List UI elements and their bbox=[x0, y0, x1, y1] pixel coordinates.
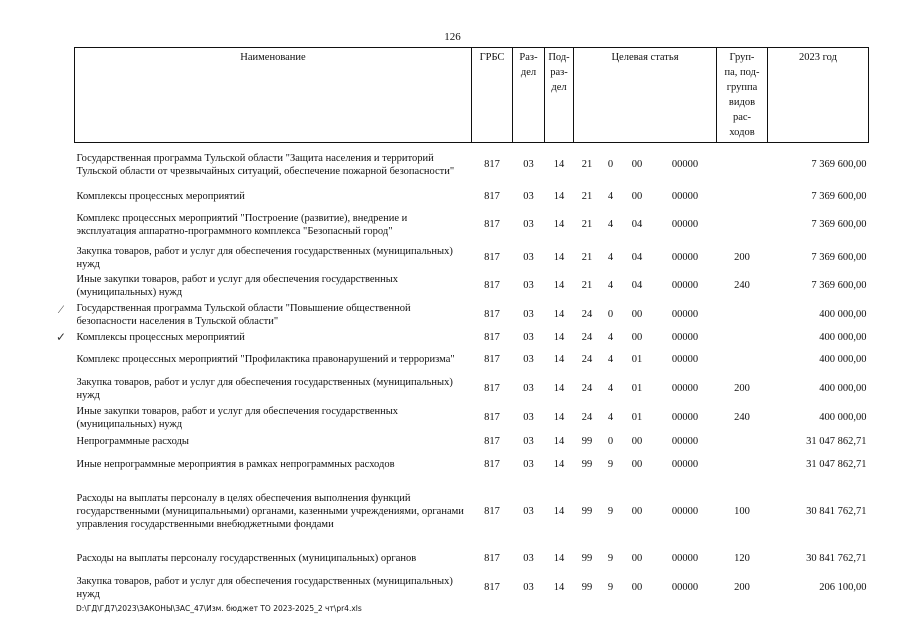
cell-podrazdel: 14 bbox=[553, 553, 565, 564]
cell-amount: 7 369 600,00 bbox=[811, 252, 867, 263]
cell-razdel: 03 bbox=[523, 252, 534, 263]
cell-expense-group: 120 bbox=[734, 553, 750, 564]
cell-grbs: 817 bbox=[484, 219, 500, 230]
cell-amount: 31 047 862,71 bbox=[806, 435, 867, 447]
cell-expense-group: 240 bbox=[734, 280, 750, 291]
cell-name: Закупка товаров, работ и услуг для обеспечения государственных (муниципальных) нужд bbox=[76, 245, 453, 270]
cell-razdel: 03 bbox=[523, 459, 534, 470]
cell-target-type: 4 bbox=[607, 332, 614, 343]
cell-amount: 400 000,00 bbox=[819, 309, 867, 320]
cell-name: Комплекс процессных мероприятий "Профилактика правонарушений и терроризма" bbox=[76, 354, 455, 365]
cell-target-direction: 00000 bbox=[671, 553, 699, 564]
cell-name: Иные закупки товаров, работ и услуг для обеспечения государственных (муниципальных) нужд bbox=[76, 405, 399, 430]
cell-razdel: 03 bbox=[523, 332, 534, 343]
table-row bbox=[75, 300, 869, 330]
cell-razdel: 03 bbox=[523, 582, 534, 593]
cell-target-direction: 00000 bbox=[671, 506, 699, 517]
cell-expense-group: 200 bbox=[734, 383, 750, 394]
cell-target-program: 21 bbox=[581, 219, 593, 230]
cell-target-direction: 00000 bbox=[671, 412, 699, 423]
header-year: 2023 год bbox=[768, 48, 869, 143]
cell-podrazdel: 14 bbox=[553, 354, 565, 365]
cell-grbs: 817 bbox=[484, 506, 500, 517]
cell-razdel: 03 bbox=[523, 553, 534, 564]
cell-amount: 400 000,00 bbox=[819, 332, 867, 343]
cell-expense-group bbox=[717, 432, 768, 451]
cell-target-type: 0 bbox=[607, 159, 614, 171]
cell-razdel: 03 bbox=[523, 354, 534, 365]
cell-name: Расходы на выплаты персоналу в целях обеспечения выполнения функций государственными (муниципальными) органами, казенными учреждениями, органами управления государственными внебюджетными фондами bbox=[76, 493, 464, 530]
cell-target-type: 4 bbox=[607, 219, 614, 230]
cell-target-type: 0 bbox=[607, 435, 614, 447]
cell-target-subprogram: 00 bbox=[631, 159, 643, 171]
cell-target-program: 99 bbox=[581, 435, 593, 447]
cell-razdel: 03 bbox=[523, 309, 534, 320]
cell-name: Комплексы процессных мероприятий bbox=[76, 332, 245, 343]
cell-expense-group bbox=[717, 143, 768, 187]
cell-target-direction: 00000 bbox=[671, 280, 699, 291]
cell-amount: 400 000,00 bbox=[819, 412, 867, 423]
cell-target-direction: 00000 bbox=[671, 159, 699, 171]
cell-name: Государственная программа Тульской области "Защита населения и территорий Тульской области от чрезвычайных ситуаций, обеспечение пожарной безопасности" bbox=[76, 152, 455, 177]
cell-name: Иные непрограммные мероприятия в рамках непрограммных расходов bbox=[76, 459, 395, 470]
cell-grbs: 817 bbox=[484, 553, 500, 564]
table-row bbox=[75, 330, 869, 346]
cell-target-type: 4 bbox=[607, 412, 614, 423]
cell-grbs: 817 bbox=[484, 354, 500, 365]
cell-target-program: 21 bbox=[581, 252, 593, 263]
table-row bbox=[75, 404, 869, 432]
cell-target-direction: 00000 bbox=[671, 332, 699, 343]
cell-expense-group: 100 bbox=[734, 506, 750, 517]
header-name: Наименование bbox=[75, 48, 472, 143]
cell-target-type: 4 bbox=[607, 354, 614, 365]
cell-target-subprogram: 01 bbox=[631, 383, 643, 394]
cell-target-direction: 00000 bbox=[671, 219, 699, 230]
cell-name: Комплексы процессных мероприятий bbox=[76, 190, 245, 202]
cell-razdel: 03 bbox=[523, 190, 534, 202]
cell-target-type: 4 bbox=[607, 280, 614, 291]
cell-target-type: 4 bbox=[607, 252, 614, 263]
cell-grbs: 817 bbox=[484, 383, 500, 394]
cell-target-direction: 00000 bbox=[671, 354, 699, 365]
cell-podrazdel: 14 bbox=[553, 309, 565, 320]
header-grbs: ГРБС bbox=[472, 48, 513, 143]
header-expense-group: Груп- па, под- группа видов рас- ходов bbox=[717, 48, 768, 143]
cell-podrazdel: 14 bbox=[553, 219, 565, 230]
file-path-footer: D:\ГД\ГД7\2023\ЗАКОНЫ\ЗАС_47\Изм. бюджет ТО 2023-2025_2 чт\pr4.xls bbox=[76, 604, 362, 613]
cell-target-type: 9 bbox=[607, 506, 614, 517]
cell-grbs: 817 bbox=[484, 459, 500, 470]
cell-target-subprogram: 00 bbox=[631, 190, 643, 202]
cell-amount: 206 100,00 bbox=[819, 582, 867, 593]
cell-podrazdel: 14 bbox=[553, 332, 565, 343]
cell-target-program: 24 bbox=[581, 412, 593, 423]
budget-table bbox=[74, 47, 869, 603]
header-razdel: Раз- дел bbox=[513, 48, 545, 143]
cell-target-program: 99 bbox=[581, 459, 593, 470]
cell-amount: 30 841 762,71 bbox=[806, 553, 867, 564]
cell-target-type: 9 bbox=[607, 459, 614, 470]
cell-razdel: 03 bbox=[523, 435, 534, 447]
table-row bbox=[75, 432, 869, 451]
cell-target-subprogram: 04 bbox=[631, 219, 643, 230]
cell-target-program: 99 bbox=[581, 506, 593, 517]
cell-target-type: 4 bbox=[607, 383, 614, 394]
cell-name: Комплекс процессных мероприятий "Построение (развитие), внедрение и эксплуатация аппаратно-программного комплекса "Безопасный город" bbox=[76, 212, 408, 237]
cell-target-direction: 00000 bbox=[671, 252, 699, 263]
header-podrazdel: Под- раз- дел bbox=[545, 48, 574, 143]
table-row bbox=[75, 346, 869, 374]
cell-razdel: 03 bbox=[523, 383, 534, 394]
cell-target-subprogram: 00 bbox=[631, 506, 643, 517]
pen-mark: ⁄ bbox=[60, 302, 63, 316]
cell-target-direction: 00000 bbox=[671, 582, 699, 593]
cell-grbs: 817 bbox=[484, 435, 500, 447]
cell-name: Непрограммные расходы bbox=[76, 435, 189, 447]
cell-target-program: 99 bbox=[581, 553, 593, 564]
table-row bbox=[75, 143, 869, 187]
cell-amount: 400 000,00 bbox=[819, 354, 867, 365]
cell-target-program: 24 bbox=[581, 309, 593, 320]
cell-podrazdel: 14 bbox=[553, 506, 565, 517]
cell-amount: 7 369 600,00 bbox=[811, 159, 867, 171]
cell-target-direction: 00000 bbox=[671, 309, 699, 320]
cell-name: Государственная программа Тульской области "Повышение общественной безопасности населения в Тульской области" bbox=[76, 302, 411, 327]
cell-expense-group bbox=[717, 346, 768, 374]
header-target-article: Целевая статья bbox=[574, 48, 717, 143]
cell-target-program: 21 bbox=[581, 280, 593, 291]
cell-target-direction: 00000 bbox=[671, 435, 699, 447]
cell-target-subprogram: 00 bbox=[631, 332, 643, 343]
cell-grbs: 817 bbox=[484, 280, 500, 291]
cell-target-type: 9 bbox=[607, 582, 614, 593]
cell-grbs: 817 bbox=[484, 332, 500, 343]
cell-grbs: 817 bbox=[484, 159, 500, 171]
table-row bbox=[75, 206, 869, 244]
cell-target-subprogram: 01 bbox=[631, 354, 643, 365]
cell-target-program: 21 bbox=[581, 159, 593, 171]
cell-podrazdel: 14 bbox=[553, 383, 565, 394]
cell-amount: 7 369 600,00 bbox=[811, 190, 867, 202]
cell-podrazdel: 14 bbox=[553, 159, 565, 171]
table-row bbox=[75, 187, 869, 206]
page-number: 126 bbox=[444, 31, 461, 43]
cell-razdel: 03 bbox=[523, 159, 534, 171]
cell-podrazdel: 14 bbox=[553, 459, 565, 470]
cell-target-program: 99 bbox=[581, 582, 593, 593]
cell-target-subprogram: 00 bbox=[631, 553, 643, 564]
cell-target-program: 24 bbox=[581, 383, 593, 394]
cell-target-type: 4 bbox=[607, 190, 614, 202]
table-row bbox=[75, 545, 869, 573]
table-row bbox=[75, 573, 869, 603]
cell-podrazdel: 14 bbox=[553, 252, 565, 263]
cell-grbs: 817 bbox=[484, 309, 500, 320]
cell-podrazdel: 14 bbox=[553, 435, 565, 447]
cell-amount: 30 841 762,71 bbox=[806, 506, 867, 517]
cell-target-subprogram: 01 bbox=[631, 412, 643, 423]
cell-amount: 7 369 600,00 bbox=[811, 280, 867, 291]
cell-expense-group bbox=[717, 187, 768, 206]
cell-podrazdel: 14 bbox=[553, 582, 565, 593]
cell-razdel: 03 bbox=[523, 412, 534, 423]
cell-razdel: 03 bbox=[523, 506, 534, 517]
cell-target-program: 21 bbox=[581, 190, 593, 202]
cell-expense-group: 200 bbox=[734, 582, 750, 593]
table-row bbox=[75, 244, 869, 272]
cell-grbs: 817 bbox=[484, 412, 500, 423]
cell-podrazdel: 14 bbox=[553, 190, 565, 202]
cell-target-subprogram: 00 bbox=[631, 582, 643, 593]
cell-razdel: 03 bbox=[523, 280, 534, 291]
table-body bbox=[75, 143, 869, 603]
cell-target-subprogram: 04 bbox=[631, 280, 643, 291]
cell-target-program: 24 bbox=[581, 332, 593, 343]
cell-target-type: 0 bbox=[607, 309, 614, 320]
cell-grbs: 817 bbox=[484, 190, 500, 202]
cell-name: Закупка товаров, работ и услуг для обеспечения государственных (муниципальных) нужд bbox=[76, 376, 453, 401]
cell-amount: 31 047 862,71 bbox=[806, 459, 867, 470]
cell-amount: 7 369 600,00 bbox=[811, 219, 867, 230]
table-row bbox=[75, 374, 869, 404]
cell-expense-group bbox=[717, 300, 768, 330]
cell-target-direction: 00000 bbox=[671, 459, 699, 470]
cell-target-direction: 00000 bbox=[671, 383, 699, 394]
cell-razdel: 03 bbox=[523, 219, 534, 230]
cell-target-subprogram: 00 bbox=[631, 459, 643, 470]
cell-expense-group bbox=[717, 206, 768, 244]
cell-expense-group: 240 bbox=[734, 412, 750, 423]
cell-podrazdel: 14 bbox=[553, 280, 565, 291]
cell-grbs: 817 bbox=[484, 252, 500, 263]
cell-expense-group bbox=[717, 330, 768, 346]
cell-target-subprogram: 00 bbox=[631, 309, 643, 320]
cell-target-subprogram: 04 bbox=[631, 252, 643, 263]
cell-expense-group bbox=[717, 451, 768, 479]
table-row bbox=[75, 451, 869, 479]
cell-target-subprogram: 00 bbox=[631, 435, 643, 447]
cell-podrazdel: 14 bbox=[553, 412, 565, 423]
cell-expense-group: 200 bbox=[734, 252, 750, 263]
cell-name: Иные закупки товаров, работ и услуг для обеспечения государственных (муниципальных) нужд bbox=[76, 273, 399, 298]
cell-target-program: 24 bbox=[581, 354, 593, 365]
table-row bbox=[75, 479, 869, 545]
cell-name: Закупка товаров, работ и услуг для обеспечения государственных (муниципальных) нужд bbox=[76, 575, 453, 600]
cell-target-direction: 00000 bbox=[671, 190, 699, 202]
cell-target-type: 9 bbox=[607, 553, 614, 564]
cell-grbs: 817 bbox=[484, 582, 500, 593]
pen-mark: ✓ bbox=[56, 330, 67, 344]
table-row bbox=[75, 272, 869, 300]
cell-name: Расходы на выплаты персоналу государственных (муниципальных) органов bbox=[76, 553, 417, 564]
cell-amount: 400 000,00 bbox=[819, 383, 867, 394]
